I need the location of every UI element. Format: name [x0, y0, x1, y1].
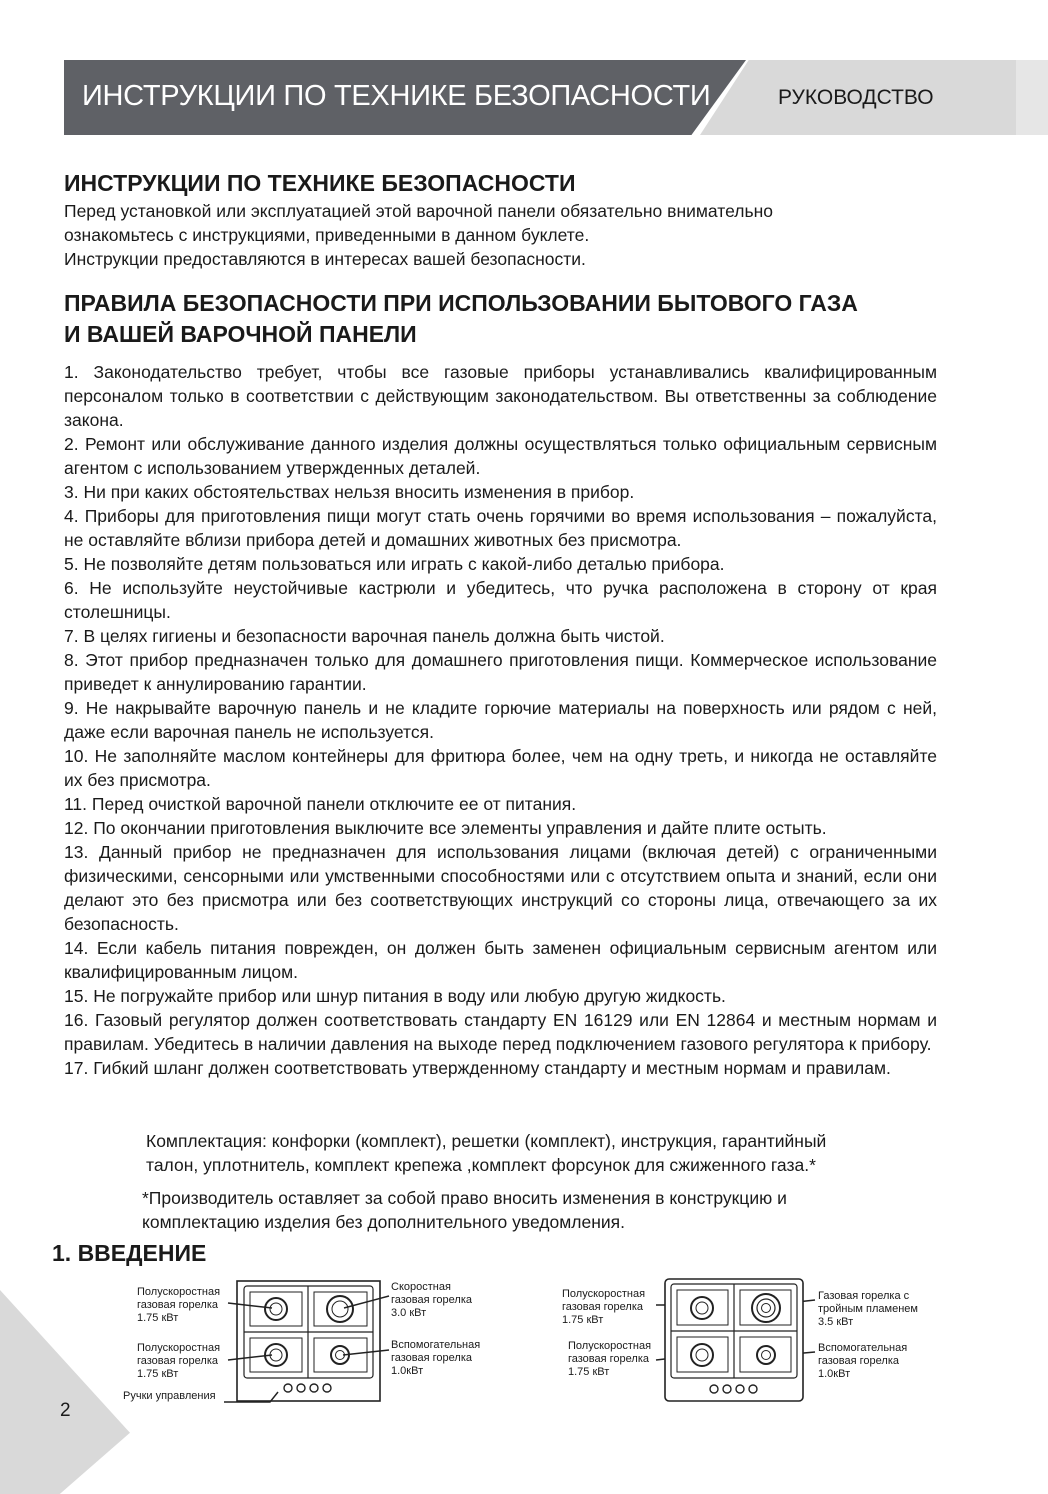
intro-heading: ИНСТРУКЦИИ ПО ТЕХНИКЕ БЕЗОПАСНОСТИ	[64, 170, 576, 196]
label-line: 1.0кВт	[391, 1365, 424, 1377]
rules-heading-line: И ВАШЕЙ ВАРОЧНОЙ ПАНЕЛИ	[64, 321, 417, 347]
rule-item: 6. Не используйте неустойчивые кастрюли и убедитесь, что ручка расположена в сторону от края столешницы.	[64, 578, 937, 622]
intro-line: Перед установкой или эксплуатацией этой варочной панели обязательно внимательно	[64, 201, 773, 221]
label-line: Полускоростная	[562, 1288, 646, 1300]
label-line: газовая горелка	[818, 1355, 900, 1367]
label-line: Вспомогательная	[818, 1342, 908, 1354]
hob-diagram-right	[664, 1278, 804, 1402]
burner-label-tl	[137, 1286, 220, 1325]
kit-contents	[146, 1129, 946, 1177]
rules-list	[64, 360, 937, 1080]
burner-label-tr	[818, 1290, 918, 1329]
label-line: 1.75 кВт	[562, 1314, 604, 1326]
burner-label-br	[818, 1342, 907, 1381]
label-line: газовая горелка	[391, 1294, 473, 1306]
label-line: газовая горелка	[137, 1299, 219, 1311]
rule-item: 8. Этот прибор предназначен только для домашнего приготовления пищи. Коммерческое использование приведет к аннулированию гарантии.	[64, 650, 937, 694]
header-section-label: РУКОВОДСТВО	[778, 86, 934, 109]
rules-heading-line: ПРАВИЛА БЕЗОПАСНОСТИ ПРИ ИСПОЛЬЗОВАНИИ БЫТОВОГО ГАЗА	[64, 290, 858, 316]
label-line: Скоростная	[391, 1281, 451, 1293]
label-line: Полускоростная	[137, 1286, 221, 1298]
rule-item: 1. Законодательство требует, чтобы все газовые приборы устанавливались квалифицированным персоналом только в соответствии с действующим законодательством. Вы ответственны за соблюдение закона.	[64, 362, 937, 430]
note-line: *Производитель оставляет за собой право вносить изменения в конструкцию и	[142, 1188, 787, 1208]
label-line: тройным пламенем	[818, 1303, 918, 1315]
kit-line: талон, уплотнитель, комплект крепежа ,комплект форсунок для сжиженного газа.*	[146, 1155, 816, 1175]
rule-item: 13. Данный прибор не предназначен для использования лицами (включая детей) с ограниченными физическими, сенсорными или умственными способностями или с отсутствием опыта и знаний, если они делают это без присмотра или без соответствующих инструкций со стороны лица, отвечающего за их безопасность.	[64, 842, 937, 934]
hob-diagram-left	[236, 1280, 381, 1402]
burner-label-bl	[137, 1342, 220, 1381]
rule-item: 16. Газовый регулятор должен соответствовать стандарту EN 16129 или EN 12864 и местным нормам и правилам. Убедитесь в наличии давления на выходе перед подключением газового регулятора к прибору.	[64, 1010, 937, 1054]
rule-item: 4. Приборы для приготовления пищи могут стать очень горячими во время использования – пожалуйста, не оставляйте вблизи прибора детей и домашних животных без присмотра.	[64, 506, 937, 550]
label-line: 3.5 кВт	[818, 1316, 854, 1328]
rule-item: 3. Ни при каких обстоятельствах нельзя вносить изменения в прибор.	[64, 482, 635, 502]
intro-line: Инструкции предоставляются в интересах вашей безопасности.	[64, 249, 586, 269]
label-line: 1.75 кВт	[137, 1368, 179, 1380]
page-number: 2	[60, 1400, 71, 1421]
note-line: комплектацию изделия без дополнительного уведомления.	[142, 1212, 625, 1232]
rule-item: 12. По окончании приготовления выключите все элементы управления и дайте плите остыть.	[64, 818, 827, 838]
label-line: газовая горелка	[562, 1301, 644, 1313]
intro-line: ознакомьтесь с инструкциями, приведенными в данном буклете.	[64, 225, 590, 245]
rule-item: 5. Не позволяйте детям пользоваться или играть с какой-либо деталью прибора.	[64, 554, 725, 574]
header-title: ИНСТРУКЦИИ ПО ТЕХНИКЕ БЕЗОПАСНОСТИ	[82, 80, 711, 112]
label-line: газовая горелка	[568, 1353, 650, 1365]
label-line: 3.0 кВт	[391, 1307, 427, 1319]
rule-item: 17. Гибкий шланг должен соответствовать утвержденному стандарту и местным нормам и правилам.	[64, 1058, 891, 1078]
rule-item: 2. Ремонт или обслуживание данного изделия должны осуществляться только официальным сервисным агентом с использованием утвержденных деталей.	[64, 434, 937, 478]
rules-heading	[64, 288, 964, 350]
rule-item: 11. Перед очисткой варочной панели отключите ее от питания.	[64, 794, 577, 814]
rule-item: 10. Не заполняйте маслом контейнеры для фритюра более, чем на одну треть, и никогда не оставляйте их без присмотра.	[64, 746, 937, 790]
section-heading: 1. ВВЕДЕНИЕ	[52, 1240, 207, 1266]
label-line: Вспомогательная	[391, 1339, 481, 1351]
rule-item: 15. Не погружайте прибор или шнур питания в воду или любую другую жидкость.	[64, 986, 726, 1006]
label-line: газовая горелка	[137, 1355, 219, 1367]
burner-label-tl	[562, 1288, 645, 1327]
label-line: 1.75 кВт	[137, 1312, 179, 1324]
label-line: 1.75 кВт	[568, 1366, 610, 1378]
label-line: Газовая горелка с	[818, 1290, 910, 1302]
burner-label-bl	[568, 1340, 651, 1379]
label-line: газовая горелка	[391, 1352, 473, 1364]
burner-label-tr	[391, 1281, 472, 1320]
controls-label: Ручки управления	[123, 1390, 216, 1402]
manufacturer-note	[142, 1186, 942, 1234]
label-line: Полускоростная	[568, 1340, 652, 1352]
label-line: 1.0кВт	[818, 1368, 851, 1380]
rule-item: 14. Если кабель питания поврежден, он должен быть заменен официальным сервисным агентом или квалифицированным лицом.	[64, 938, 937, 982]
rule-item: 7. В целях гигиены и безопасности варочная панель должна быть чистой.	[64, 626, 665, 646]
label-line: Полускоростная	[137, 1342, 221, 1354]
page-corner-decoration	[0, 1290, 130, 1494]
kit-line: Комплектация: конфорки (комплект), решетки (комплект), инструкция, гарантийный	[146, 1131, 827, 1151]
rule-item: 9. Не накрывайте варочную панель и не кладите горючие материалы на поверхность или рядом с ней, даже если варочная панель не используется.	[64, 698, 937, 742]
burner-label-br	[391, 1339, 480, 1378]
header-stripe	[1016, 60, 1048, 135]
